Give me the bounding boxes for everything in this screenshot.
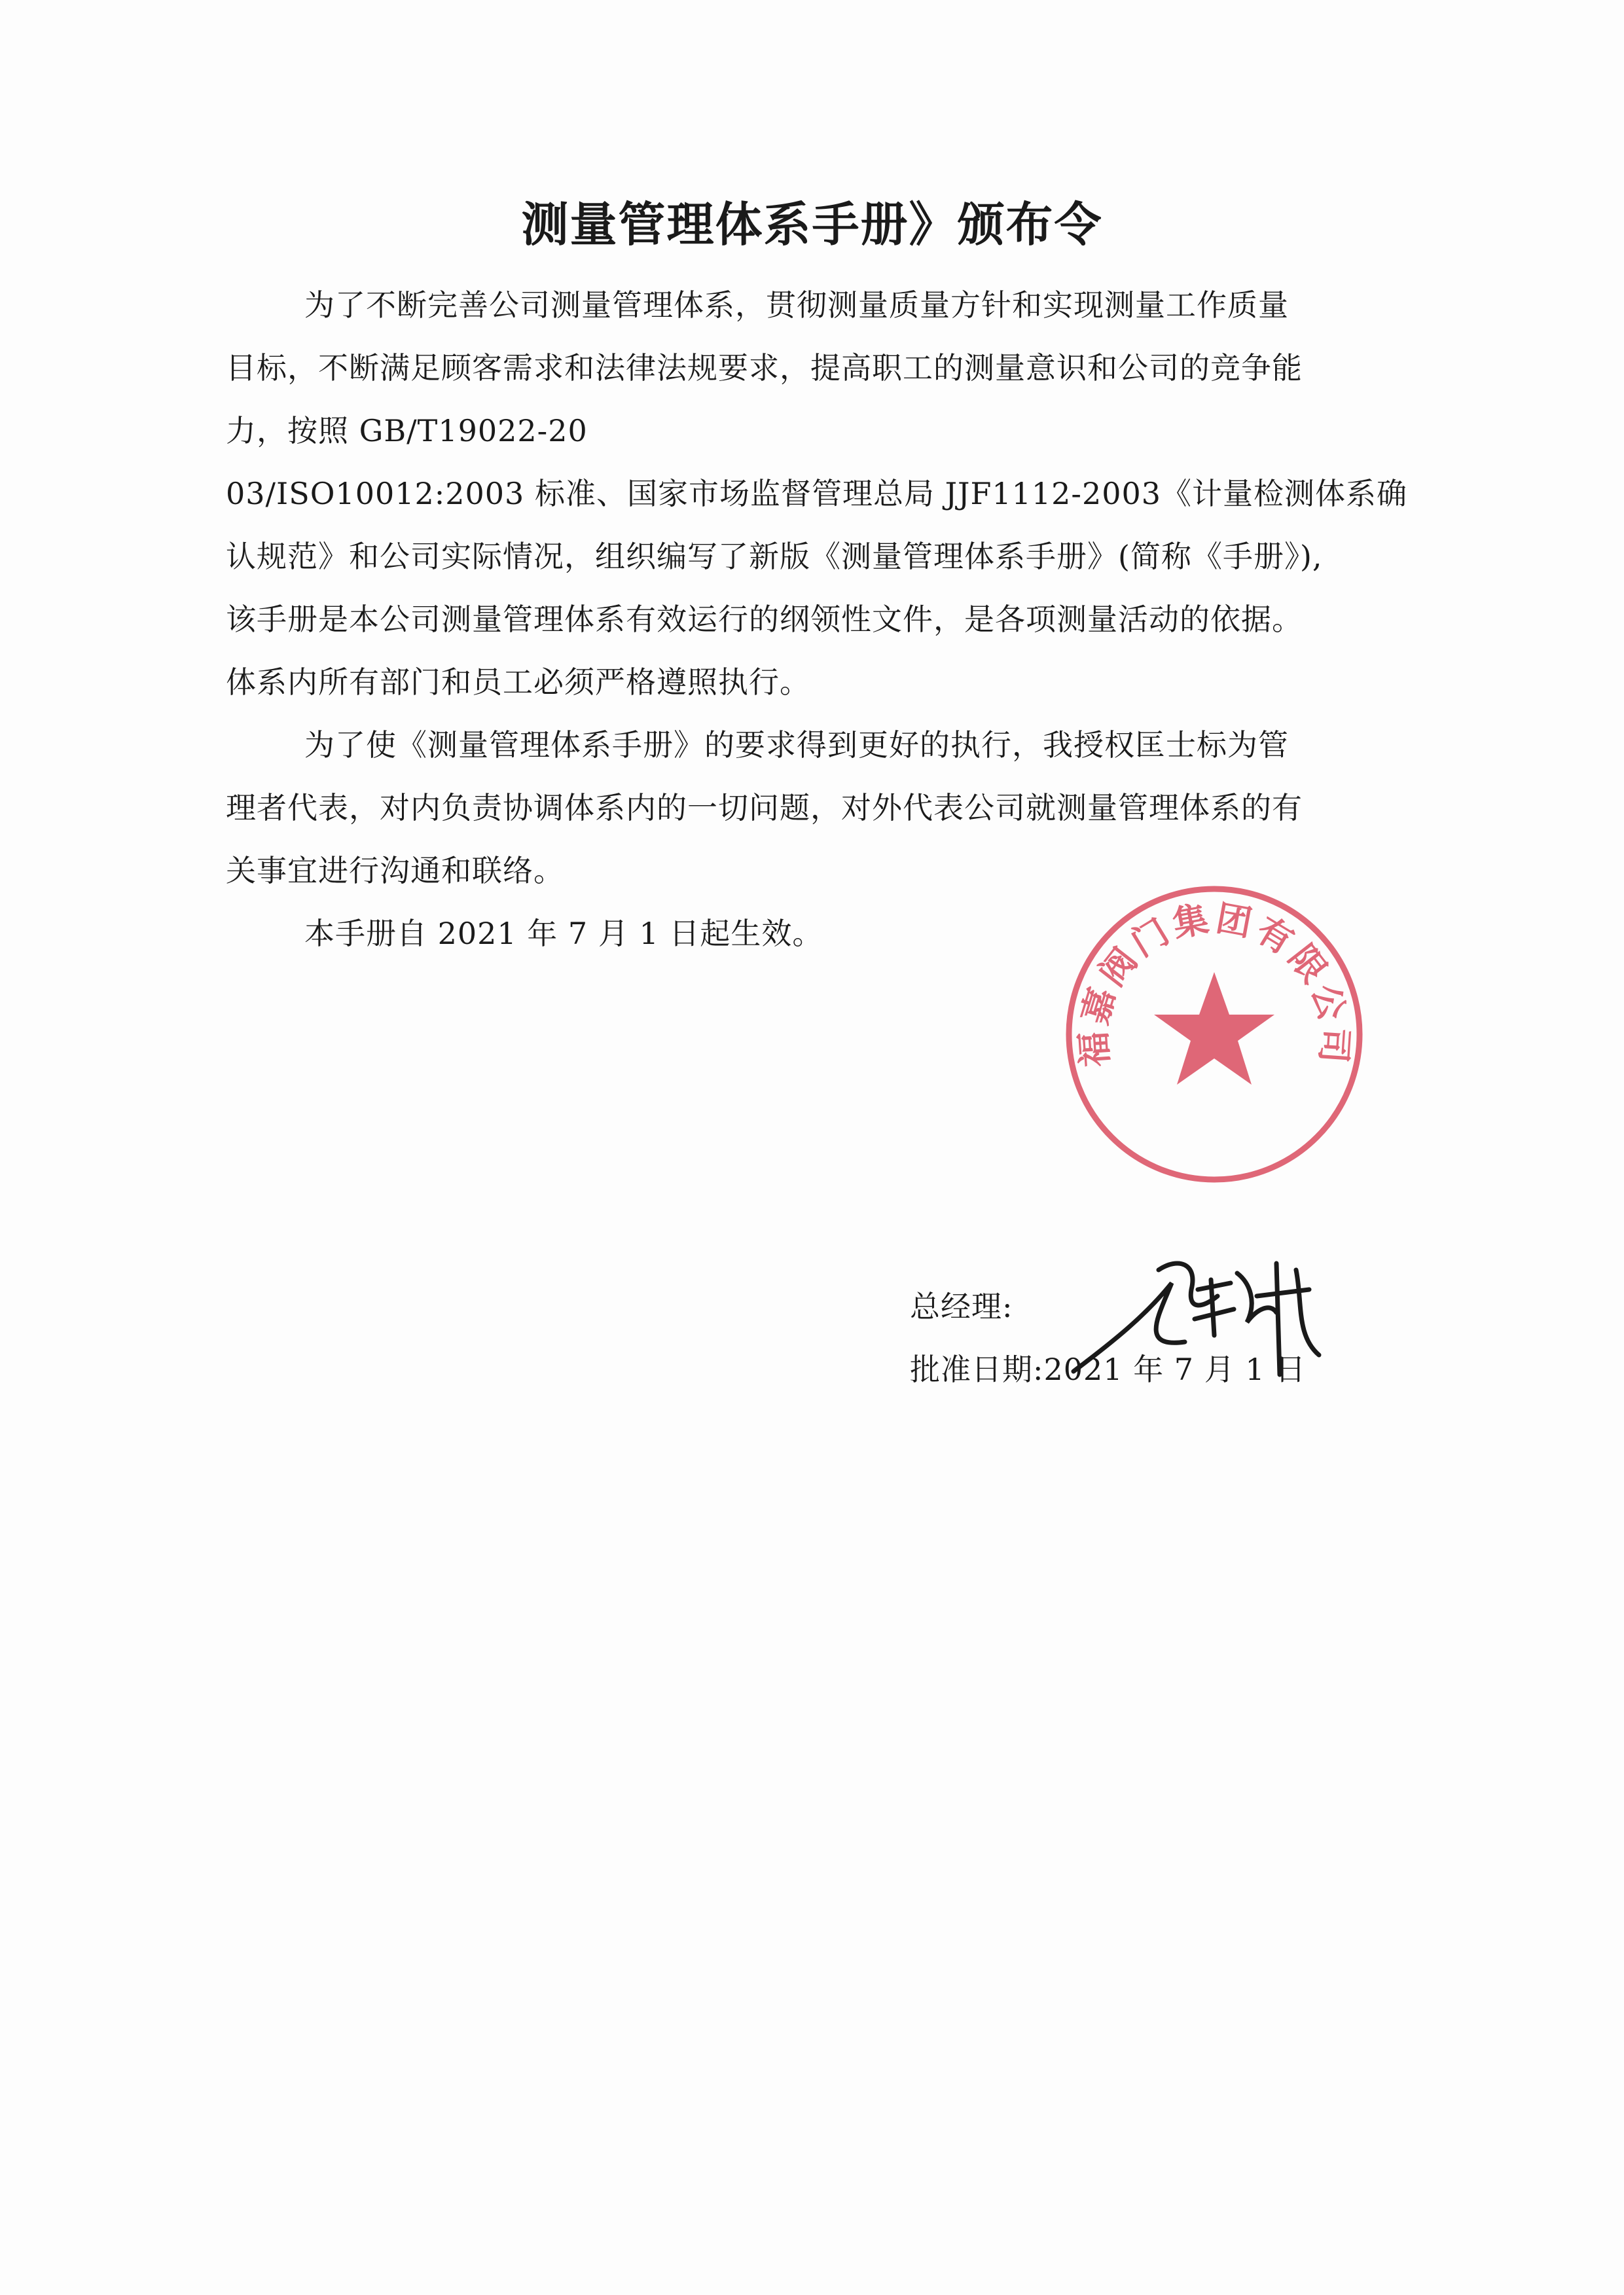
paragraph-1-line: 认规范》和公司实际情况，组织编写了新版《测量管理体系手册》(简称《手册》),: [226, 539, 1323, 574]
general-manager-label: 总经理:: [910, 1289, 1013, 1324]
paragraph-2-line: 关事宜进行沟通和联络。: [226, 853, 564, 888]
paragraph-1-line: 该手册是本公司测量管理体系有效运行的纲领性文件，是各项测量活动的依据。: [226, 602, 1303, 637]
paragraph-1-line: 目标，不断满足顾客需求和法律法规要求，提高职工的测量意识和公司的竞争能: [226, 350, 1303, 386]
paragraph-2-line: 为了使《测量管理体系手册》的要求得到更好的执行，我授权匡士标为管: [304, 727, 1289, 763]
approval-date-label: 批准日期:: [910, 1352, 1044, 1387]
effective-date-line: 本手册自 2021 年 7 月 1 日起生效。: [304, 916, 823, 951]
star-icon: [1154, 972, 1274, 1085]
paragraph-1-line: 为了不断完善公司测量管理体系，贯彻测量质量方针和实现测量工作质量: [304, 287, 1289, 323]
paragraph-2: [226, 714, 1368, 902]
svg-text:福嘉阀门集团有限公司: 福嘉阀门集团有限公司: [1072, 897, 1356, 1068]
paragraph-1-line: 03/ISO10012:2003 标准、国家市场监督管理总局 JJF1112-2003《计量检测体系确: [226, 476, 1408, 511]
company-seal: [1060, 880, 1368, 1188]
paragraph-1-line: 体系内所有部门和员工必须严格遵照执行。: [226, 664, 810, 700]
document-title: 测量管理体系手册》颁布令: [521, 197, 1103, 252]
paragraph-1: [226, 274, 1408, 714]
paragraph-2-line: 理者代表，对内负责协调体系内的一切问题，对外代表公司就测量管理体系的有: [226, 790, 1303, 825]
approval-date-value: 2021 年 7 月 1 日: [1043, 1352, 1307, 1387]
handwritten-signature: [1060, 1244, 1335, 1394]
paragraph-1-line: 力，按照 GB/T19022-20: [226, 413, 588, 448]
